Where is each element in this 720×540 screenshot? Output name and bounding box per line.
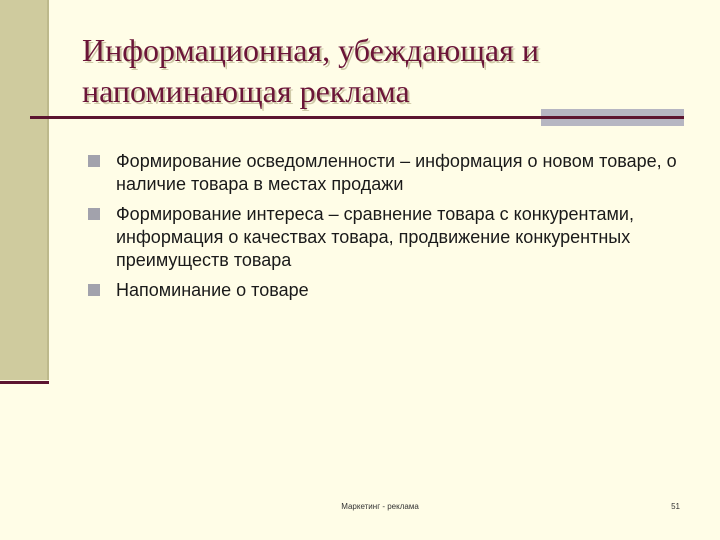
- slide-title: Информационная, убеждающая и напоминающая реклама: [82, 32, 539, 109]
- bullet-item: [88, 279, 688, 302]
- side-rule-decoration: [0, 381, 49, 384]
- square-bullet-icon: [88, 208, 100, 220]
- bullet-text: Напоминание о товаре: [116, 280, 309, 300]
- title-rule-divider: [30, 116, 684, 119]
- square-bullet-icon: [88, 155, 100, 167]
- bullet-item: [88, 203, 688, 272]
- footer-text: Маркетинг - реклама: [341, 502, 419, 511]
- page-number: 51: [671, 502, 680, 511]
- bullet-item: [88, 150, 688, 196]
- bullet-text: Формирование осведомленности – информация о новом товаре, о наличие товара в местах продажи: [116, 151, 677, 194]
- bullet-text: Формирование интереса – сравнение товара с конкурентами, информация о качествах товара, продвижение конкурентных преимуществ товара: [116, 204, 634, 270]
- square-bullet-icon: [88, 284, 100, 296]
- bullet-list: [88, 150, 688, 309]
- side-bar-decoration: [0, 0, 49, 380]
